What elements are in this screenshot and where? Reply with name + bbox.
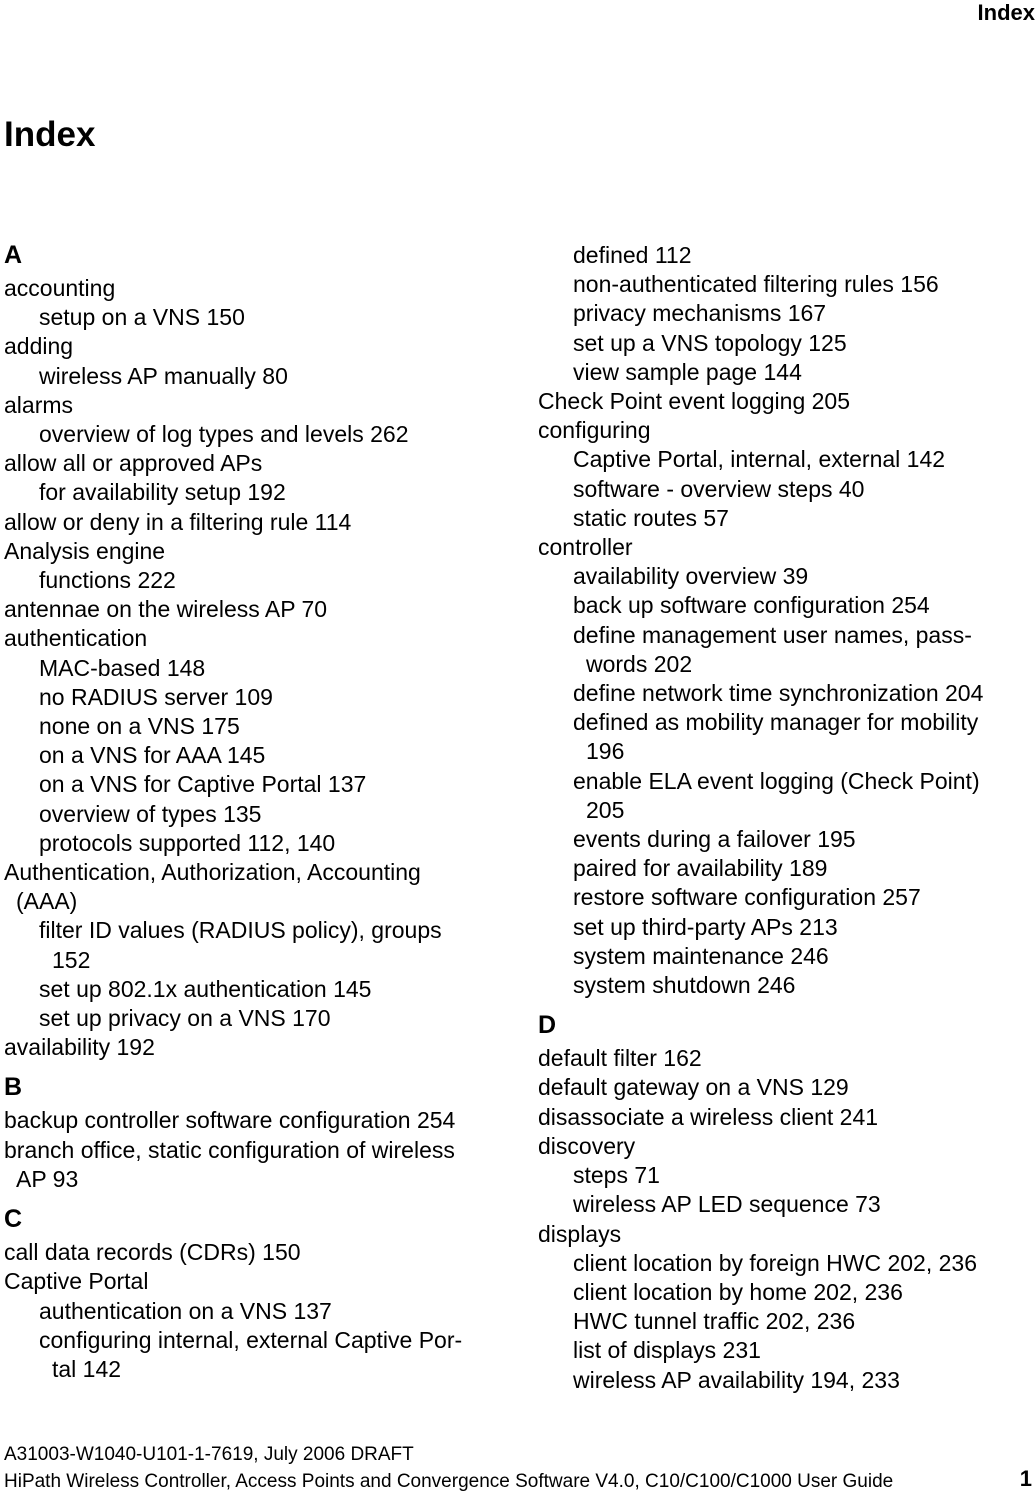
- index-entry-continuation: tal 142: [52, 1355, 122, 1382]
- index-subentry: [538, 299, 1033, 328]
- index-entry-text: client location by home 202, 236: [573, 1278, 903, 1305]
- index-subentry: [4, 800, 504, 829]
- index-entry-text: adding: [4, 333, 74, 360]
- index-subentry: [4, 1326, 504, 1384]
- index-entry-text: no RADIUS server 109: [39, 683, 273, 710]
- index-entry-text: authentication: [4, 625, 148, 652]
- index-entry-text: list of displays 231: [573, 1337, 761, 1364]
- index-subentry: [538, 241, 1033, 270]
- index-entry-text: privacy mechanisms 167: [573, 300, 827, 327]
- index-entry-text: set up privacy on a VNS 170: [39, 1005, 331, 1032]
- index-entry-text: default filter 162: [538, 1045, 702, 1072]
- index-entry-text: allow or deny in a filtering rule 114: [4, 508, 352, 535]
- index-entry: [4, 332, 504, 361]
- index-subentry: [538, 913, 1033, 942]
- index-entry-text: availability overview 39: [573, 563, 809, 590]
- index-subentry: [538, 1307, 1033, 1336]
- index-entry: [4, 1238, 504, 1267]
- index-entry-text: steps 71: [573, 1162, 660, 1189]
- index-subentry: [538, 270, 1033, 299]
- index-entry-text: backup controller software configuration 254: [4, 1107, 456, 1134]
- index-letter-heading: C: [4, 1205, 23, 1234]
- footer-product-title: HiPath Wireless Controller, Access Points and Convergence Software V4.0, C10/C100/C1000 User Guide: [4, 1471, 894, 1492]
- index-entry-text: software - overview steps 40: [573, 475, 865, 502]
- index-letter-heading: B: [4, 1073, 23, 1102]
- index-entry: [4, 449, 504, 478]
- index-entry: [4, 1033, 504, 1062]
- index-subentry: [4, 741, 504, 770]
- index-subentry: [538, 942, 1033, 971]
- index-entry-text: Authentication, Authorization, Accounting: [4, 859, 421, 886]
- index-entry-text: wireless AP availability 194, 233: [573, 1366, 900, 1393]
- index-subentry: [538, 591, 1033, 620]
- index-subentry: [4, 420, 504, 449]
- index-entry: [538, 1103, 1033, 1132]
- index-entry-text: wireless AP manually 80: [39, 362, 288, 389]
- index-entry-text: set up 802.1x authentication 145: [39, 975, 372, 1002]
- index-entry-text: branch office, static configuration of wireless: [4, 1136, 455, 1163]
- section-gap: [4, 1062, 504, 1072]
- index-entry-text: wireless AP LED sequence 73: [573, 1191, 881, 1218]
- index-entry-list: [4, 1106, 504, 1194]
- index-entry-text: defined 112: [573, 242, 692, 268]
- section-gap: [538, 1000, 1033, 1010]
- index-entry-text: Analysis engine: [4, 537, 166, 564]
- index-entry: [4, 274, 504, 303]
- index-subentry: [538, 767, 1033, 825]
- index-subentry: [4, 712, 504, 741]
- index-subentry: [538, 1278, 1033, 1307]
- index-entry-text: authentication on a VNS 137: [39, 1297, 332, 1324]
- index-entry: [538, 416, 1033, 445]
- index-subentry: [4, 1297, 504, 1326]
- index-entry: [4, 595, 504, 624]
- index-entry: [538, 387, 1033, 416]
- index-entry: [4, 537, 504, 566]
- index-subentry: [538, 1249, 1033, 1278]
- index-entry: [4, 858, 504, 916]
- index-column-left: [4, 240, 504, 1384]
- index-entry-text: events during a failover 195: [573, 826, 856, 853]
- index-subentry: [4, 1004, 504, 1033]
- index-subentry: [4, 829, 504, 858]
- index-entry-text: disassociate a wireless client 241: [538, 1103, 879, 1130]
- page-number: 1: [1019, 1466, 1032, 1491]
- index-entry-text: client location by foreign HWC 202, 236: [573, 1249, 977, 1276]
- index-entry-list: [4, 274, 504, 1062]
- index-entry-text: functions 222: [39, 567, 176, 594]
- index-subentry: [538, 1161, 1033, 1190]
- index-entry-text: system maintenance 246: [573, 942, 829, 969]
- index-subentry: [538, 1336, 1033, 1365]
- page-title: Index: [4, 115, 96, 154]
- index-entry-text: availability 192: [4, 1034, 155, 1061]
- index-subentry: [538, 562, 1033, 591]
- index-subentry: [4, 478, 504, 507]
- index-subentry: [538, 971, 1033, 1000]
- index-entry-text: configuring: [538, 417, 651, 444]
- index-subentry: [4, 683, 504, 712]
- index-subentry: [4, 654, 504, 683]
- index-entry-text: configuring internal, external Captive Por-: [39, 1326, 463, 1353]
- index-subentry: [538, 621, 1033, 679]
- index-entry-text: overview of types 135: [39, 800, 262, 827]
- index-subentry: [538, 475, 1033, 504]
- index-entry-text: on a VNS for AAA 145: [39, 742, 266, 769]
- index-entry-text: static routes 57: [573, 504, 729, 531]
- footer-document-id: A31003-W1040-U101-1-7619, July 2006 DRAFT: [4, 1444, 414, 1465]
- index-subentry: [538, 445, 1033, 474]
- index-entry-text: controller: [538, 534, 633, 561]
- index-entry-text: define management user names, pass-: [573, 621, 972, 648]
- index-entry-text: displays: [538, 1220, 622, 1247]
- index-entry: [538, 1132, 1033, 1161]
- index-entry-text: restore software configuration 257: [573, 884, 921, 911]
- index-entry-list: [538, 241, 1033, 1000]
- index-entry-text: view sample page 144: [573, 358, 802, 385]
- index-entry: [538, 1220, 1033, 1249]
- index-subentry: [538, 679, 1033, 708]
- index-subentry: [4, 975, 504, 1004]
- index-entry-text: alarms: [4, 391, 74, 418]
- index-entry-continuation: 196: [586, 738, 625, 765]
- index-entry-text: setup on a VNS 150: [39, 304, 245, 331]
- index-entry-text: system shutdown 246: [573, 972, 796, 999]
- running-header-title: Index: [977, 0, 1035, 25]
- index-subentry: [538, 708, 1033, 766]
- section-gap: [4, 1194, 504, 1204]
- index-letter-heading: D: [538, 1011, 557, 1040]
- index-subentry: [538, 358, 1033, 387]
- index-entry-text: Check Point event logging 205: [538, 388, 850, 415]
- index-entry: [538, 1044, 1033, 1073]
- index-entry-text: accounting: [4, 275, 116, 301]
- index-subentry: [4, 303, 504, 332]
- index-entry-continuation: AP 93: [16, 1165, 79, 1192]
- index-entry-text: paired for availability 189: [573, 855, 828, 882]
- index-entry-list: [4, 1238, 504, 1384]
- index-letter-heading: A: [4, 241, 23, 269]
- index-entry-continuation: words 202: [586, 650, 693, 677]
- index-entry-text: filter ID values (RADIUS policy), groups: [39, 917, 442, 944]
- index-entry-text: on a VNS for Captive Portal 137: [39, 771, 367, 798]
- index-entry-text: Captive Portal: [4, 1268, 149, 1295]
- index-entry-text: antennae on the wireless AP 70: [4, 596, 328, 623]
- index-entry-text: define network time synchronization 204: [573, 680, 984, 707]
- index-entry-text: default gateway on a VNS 129: [538, 1074, 849, 1101]
- index-subentry: [4, 916, 504, 974]
- index-entry-continuation: 152: [52, 946, 91, 973]
- index-entry-text: discovery: [538, 1132, 636, 1159]
- index-entry: [4, 508, 504, 537]
- index-subentry: [538, 329, 1033, 358]
- index-subentry: [538, 883, 1033, 912]
- index-entry-text: Captive Portal, internal, external 142: [573, 446, 946, 473]
- index-entry-continuation: (AAA): [16, 888, 78, 915]
- index-entry-text: call data records (CDRs) 150: [4, 1239, 301, 1266]
- index-entry: [4, 1106, 504, 1135]
- index-subentry: [4, 566, 504, 595]
- index-subentry: [538, 825, 1033, 854]
- index-entry-text: overview of log types and levels 262: [39, 421, 409, 448]
- index-entry-text: protocols supported 112, 140: [39, 829, 336, 856]
- index-entry-text: allow all or approved APs: [4, 450, 263, 477]
- index-subentry: [538, 504, 1033, 533]
- index-subentry: [4, 362, 504, 391]
- index-subentry: [538, 854, 1033, 883]
- index-entry-text: set up third-party APs 213: [573, 913, 838, 940]
- index-entry-text: non-authenticated filtering rules 156: [573, 271, 939, 298]
- index-entry: [538, 533, 1033, 562]
- index-subentry: [538, 1366, 1033, 1395]
- index-entry-text: back up software configuration 254: [573, 592, 930, 619]
- index-column-right: [538, 240, 1033, 1395]
- index-entry-text: HWC tunnel traffic 202, 236: [573, 1308, 856, 1335]
- index-entry: [4, 1136, 504, 1194]
- index-entry-text: set up a VNS topology 125: [573, 329, 847, 356]
- index-entry: [4, 624, 504, 653]
- index-entry-continuation: 205: [586, 796, 625, 823]
- index-entry-text: MAC-based 148: [39, 654, 206, 681]
- index-entry-text: none on a VNS 175: [39, 713, 240, 740]
- index-entry-text: for availability setup 192: [39, 479, 286, 506]
- index-entry: [4, 1267, 504, 1296]
- index-entry: [4, 391, 504, 420]
- index-entry-text: enable ELA event logging (Check Point): [573, 767, 980, 794]
- index-entry-list: [538, 1044, 1033, 1394]
- index-subentry: [538, 1190, 1033, 1219]
- index-entry-text: defined as mobility manager for mobility: [573, 709, 979, 736]
- index-entry: [538, 1073, 1033, 1102]
- index-subentry: [4, 770, 504, 799]
